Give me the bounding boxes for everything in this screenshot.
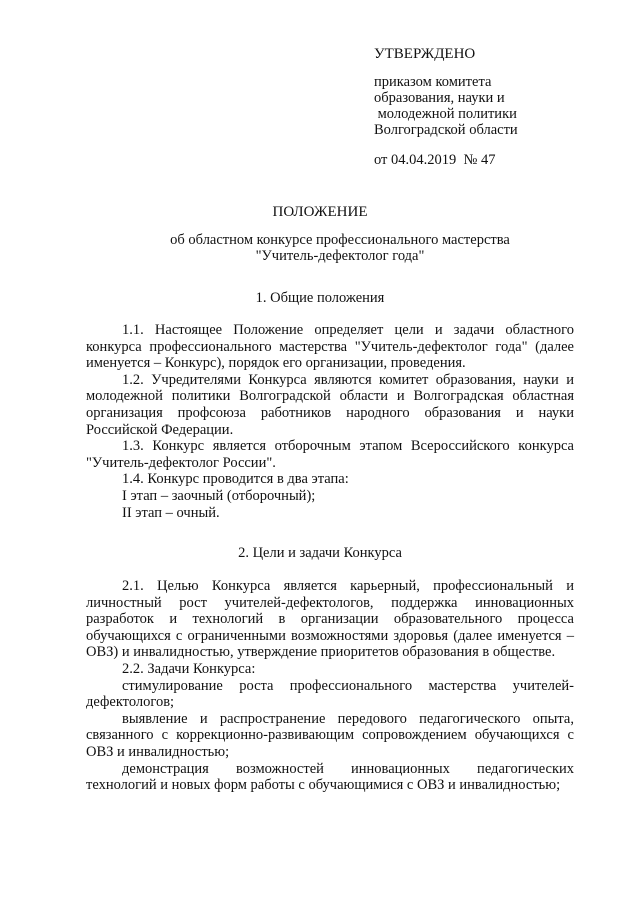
paragraph: выявление и распространение передового педагогического опыта, связанного с коррекционно-развивающим сопровождением обучающихся с ОВЗ и инвалидностью; — [86, 710, 574, 760]
paragraph: 2.1. Целью Конкурса является карьерный, профессиональный и личностный рост учителей-дефектологов, поддержка инновационных разработок и технологий в организации образовательного процесса обучающихся с ограниченными возможностями здоровья (далее именуется – ОВЗ) и инвалидностью, утверждение приоритетов образования в обществе. — [86, 578, 574, 661]
section-heading: 1. Общие положения — [255, 290, 385, 306]
approval-heading: УТВЕРЖДЕНО — [374, 46, 476, 62]
section-body — [86, 578, 574, 794]
section-heading: 2. Цели и задачи Конкурса — [238, 545, 402, 561]
approval-line: молодежной политики — [374, 106, 517, 122]
approval-block — [374, 46, 614, 168]
paragraph: 1.1. Настоящее Положение определяет цели и задачи областного конкурса профессионального мастерства "Учитель-дефектолог года" (далее именуется – Конкурс), порядок его организации, проведения. — [86, 322, 574, 372]
approval-line: образования, науки и — [374, 90, 505, 106]
paragraph: демонстрация возможностей инновационных педагогических технологий и новых форм работы с обучающимися с ОВЗ и инвалидностью; — [86, 760, 574, 794]
approval-date: от 04.04.2019 № 47 — [374, 152, 496, 168]
subtitle-line: "Учитель-дефектолог года" — [255, 248, 425, 264]
paragraph: 2.2. Задачи Конкурса: — [122, 660, 256, 677]
paragraph: 1.2. Учредителями Конкурса являются комитет образования, науки и молодежной политики Волгоградской области и Волгоградская областная организация профсоюза работников народного образования и науки Российской Федерации. — [86, 371, 574, 438]
document-title: ПОЛОЖЕНИЕ — [272, 204, 368, 220]
paragraph: 1.3. Конкурс является отборочным этапом Всероссийского конкурса "Учитель-дефектолог России". — [86, 438, 574, 471]
document-subtitle — [20, 232, 640, 264]
paragraph: стимулирование роста профессионального мастерства учителей-дефектологов; — [86, 677, 574, 711]
approval-line: приказом комитета — [374, 74, 492, 90]
section-body — [86, 322, 574, 521]
approval-line: Волгоградской области — [374, 122, 518, 138]
subtitle-line: об областном конкурсе профессионального мастерства — [170, 232, 510, 248]
paragraph: 1.4. Конкурс проводится в два этапа: — [122, 471, 349, 488]
paragraph: I этап – заочный (отборочный); — [122, 487, 316, 504]
paragraph: II этап – очный. — [122, 504, 220, 521]
